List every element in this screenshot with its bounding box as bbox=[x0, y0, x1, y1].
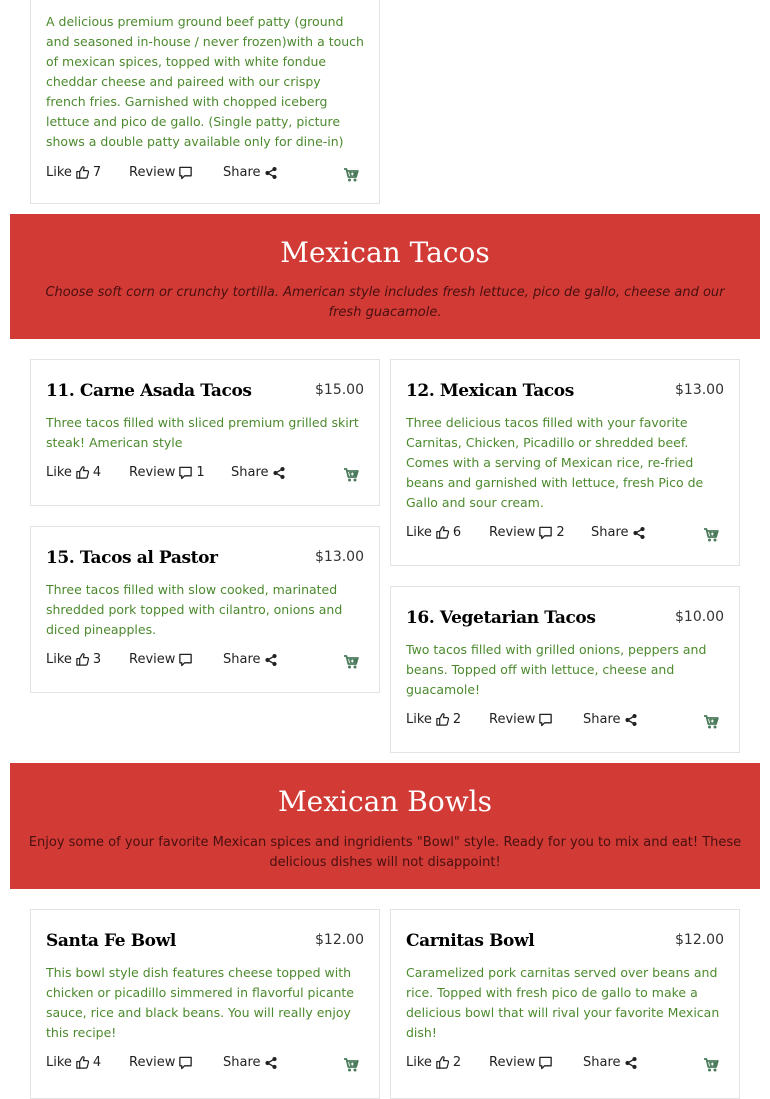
review-button[interactable] bbox=[129, 1055, 196, 1070]
review-button[interactable] bbox=[489, 712, 556, 727]
item-actions bbox=[46, 165, 364, 185]
thumbs-up-icon bbox=[75, 165, 90, 180]
review-label: Review bbox=[489, 525, 536, 540]
like-button[interactable] bbox=[406, 525, 461, 540]
thumbs-up-icon bbox=[75, 652, 90, 667]
like-label: Like bbox=[406, 525, 432, 540]
like-button[interactable] bbox=[46, 1055, 101, 1070]
section-subtitle: Choose soft corn or crunchy tortilla. American style includes fresh lettuce, pico de gallo, cheese and our fresh guacamole. bbox=[45, 285, 725, 320]
menu-item-card bbox=[30, 0, 380, 204]
comment-icon bbox=[178, 652, 193, 667]
item-title: 11. Carne Asada Tacos bbox=[46, 381, 252, 401]
like-count: 6 bbox=[452, 525, 462, 540]
add-to-cart-icon[interactable] bbox=[343, 467, 359, 483]
share-button[interactable] bbox=[591, 525, 646, 540]
comment-icon bbox=[538, 712, 553, 727]
thumbs-up-icon bbox=[435, 525, 450, 540]
like-button[interactable] bbox=[46, 652, 101, 667]
item-title: Carnitas Bowl bbox=[406, 931, 535, 951]
like-button[interactable] bbox=[406, 1055, 461, 1070]
item-description: Three delicious tacos filled with your favorite Carnitas, Chicken, Picadillo or shredded beef. Comes with a serving of Mexican rice, re-fried beans and garnished with lettuce, fresh Pico de Gallo and sour cream. bbox=[406, 415, 704, 510]
item-description: Three tacos filled with sliced premium grilled skirt steak! American style bbox=[46, 415, 359, 450]
item-description: Two tacos filled with grilled onions, peppers and beans. Topped off with lettuce, cheese and guacamole! bbox=[406, 642, 707, 697]
item-price: $12.00 bbox=[675, 932, 724, 948]
menu-item-card bbox=[30, 526, 380, 693]
review-count: 2 bbox=[556, 525, 565, 540]
share-icon bbox=[624, 1056, 638, 1070]
like-count: 2 bbox=[452, 712, 462, 727]
like-count: 7 bbox=[92, 165, 102, 180]
item-title: 12. Mexican Tacos bbox=[406, 381, 574, 401]
review-count: 1 bbox=[196, 465, 205, 480]
add-to-cart-icon[interactable] bbox=[343, 167, 359, 183]
menu-item-card bbox=[30, 909, 380, 1099]
review-label: Review bbox=[129, 465, 176, 480]
add-to-cart-icon[interactable] bbox=[343, 1057, 359, 1073]
share-button[interactable] bbox=[223, 1055, 278, 1070]
share-label: Share bbox=[223, 652, 261, 667]
share-label: Share bbox=[231, 465, 269, 480]
item-description: A delicious premium ground beef patty (ground and seasoned in-house / never frozen)with a touch of mexican spices, topped with white fondue cheddar cheese and paireed with our crispy french fries. Garnished with chopped iceberg lettuce and pico de gallo. (Single patty, picture shows a double patty available only for dine-in) bbox=[46, 14, 364, 149]
review-label: Review bbox=[489, 712, 536, 727]
like-label: Like bbox=[406, 712, 432, 727]
item-actions bbox=[406, 712, 724, 732]
review-label: Review bbox=[129, 165, 176, 180]
share-label: Share bbox=[583, 712, 621, 727]
review-button[interactable] bbox=[489, 525, 565, 540]
share-icon bbox=[632, 526, 646, 540]
item-title: 16. Vegetarian Tacos bbox=[406, 608, 596, 628]
add-to-cart-icon[interactable] bbox=[343, 654, 359, 670]
like-label: Like bbox=[46, 165, 72, 180]
comment-icon bbox=[178, 165, 193, 180]
share-button[interactable] bbox=[223, 165, 278, 180]
section-title: Mexican Tacos bbox=[280, 236, 490, 269]
review-button[interactable] bbox=[129, 465, 205, 480]
share-icon bbox=[264, 1056, 278, 1070]
thumbs-up-icon bbox=[435, 1055, 450, 1070]
item-price: $15.00 bbox=[315, 382, 364, 398]
review-button[interactable] bbox=[129, 652, 196, 667]
share-label: Share bbox=[591, 525, 629, 540]
like-count: 4 bbox=[92, 1055, 102, 1070]
share-button[interactable] bbox=[231, 465, 286, 480]
comment-icon bbox=[538, 1055, 553, 1070]
item-price: $13.00 bbox=[675, 382, 724, 398]
share-button[interactable] bbox=[583, 1055, 638, 1070]
share-icon bbox=[264, 653, 278, 667]
item-price: $13.00 bbox=[315, 549, 364, 565]
like-label: Like bbox=[46, 465, 72, 480]
like-label: Like bbox=[406, 1055, 432, 1070]
menu-item-card bbox=[390, 359, 740, 566]
thumbs-up-icon bbox=[435, 712, 450, 727]
review-label: Review bbox=[129, 1055, 176, 1070]
section-subtitle: Enjoy some of your favorite Mexican spices and ingridients "Bowl" style. Ready for you to mix and eat! These delicious dishes will not disappoint! bbox=[28, 835, 742, 870]
item-price: $12.00 bbox=[315, 932, 364, 948]
like-label: Like bbox=[46, 1055, 72, 1070]
item-description: This bowl style dish features cheese topped with chicken or picadillo simmered in flavorful picante sauce, rice and black beans. You will really enjoy this recipe! bbox=[46, 965, 354, 1040]
like-count: 4 bbox=[92, 465, 102, 480]
menu-item-card bbox=[390, 909, 740, 1099]
item-description: Three tacos filled with slow cooked, marinated shredded pork topped with cilantro, onions and diced pineapples. bbox=[46, 582, 343, 637]
review-button[interactable] bbox=[129, 165, 196, 180]
like-count: 3 bbox=[92, 652, 102, 667]
review-label: Review bbox=[489, 1055, 536, 1070]
share-icon bbox=[272, 466, 286, 480]
section-banner-tacos bbox=[10, 214, 760, 339]
menu-item-card bbox=[30, 359, 380, 506]
item-actions bbox=[46, 652, 364, 672]
like-button[interactable] bbox=[406, 712, 461, 727]
like-count: 2 bbox=[452, 1055, 462, 1070]
like-button[interactable] bbox=[46, 165, 101, 180]
share-icon bbox=[264, 166, 278, 180]
item-actions bbox=[46, 1055, 364, 1075]
share-icon bbox=[624, 713, 638, 727]
item-description: Caramelized pork carnitas served over beans and rice. Topped with fresh pico de gallo to make a delicious bowl that will rival your favorite Mexican dish! bbox=[406, 965, 720, 1040]
like-label: Like bbox=[46, 652, 72, 667]
share-label: Share bbox=[583, 1055, 621, 1070]
share-button[interactable] bbox=[223, 652, 278, 667]
item-title: Santa Fe Bowl bbox=[46, 931, 176, 951]
add-to-cart-icon[interactable] bbox=[703, 714, 719, 730]
thumbs-up-icon bbox=[75, 465, 90, 480]
share-label: Share bbox=[223, 165, 261, 180]
section-banner-bowls bbox=[10, 763, 760, 889]
item-actions bbox=[406, 525, 724, 545]
like-button[interactable] bbox=[46, 465, 101, 480]
add-to-cart-icon[interactable] bbox=[703, 527, 719, 543]
share-button[interactable] bbox=[583, 712, 638, 727]
item-price: $10.00 bbox=[675, 609, 724, 625]
review-label: Review bbox=[129, 652, 176, 667]
section-title: Mexican Bowls bbox=[277, 785, 493, 818]
menu-item-card bbox=[390, 586, 740, 753]
item-actions bbox=[46, 465, 364, 485]
add-to-cart-icon[interactable] bbox=[703, 1057, 719, 1073]
comment-icon bbox=[178, 1055, 193, 1070]
comment-icon bbox=[178, 465, 193, 480]
share-label: Share bbox=[223, 1055, 261, 1070]
review-button[interactable] bbox=[489, 1055, 556, 1070]
comment-icon bbox=[538, 525, 553, 540]
item-title: 15. Tacos al Pastor bbox=[46, 548, 218, 568]
item-actions bbox=[406, 1055, 724, 1075]
thumbs-up-icon bbox=[75, 1055, 90, 1070]
